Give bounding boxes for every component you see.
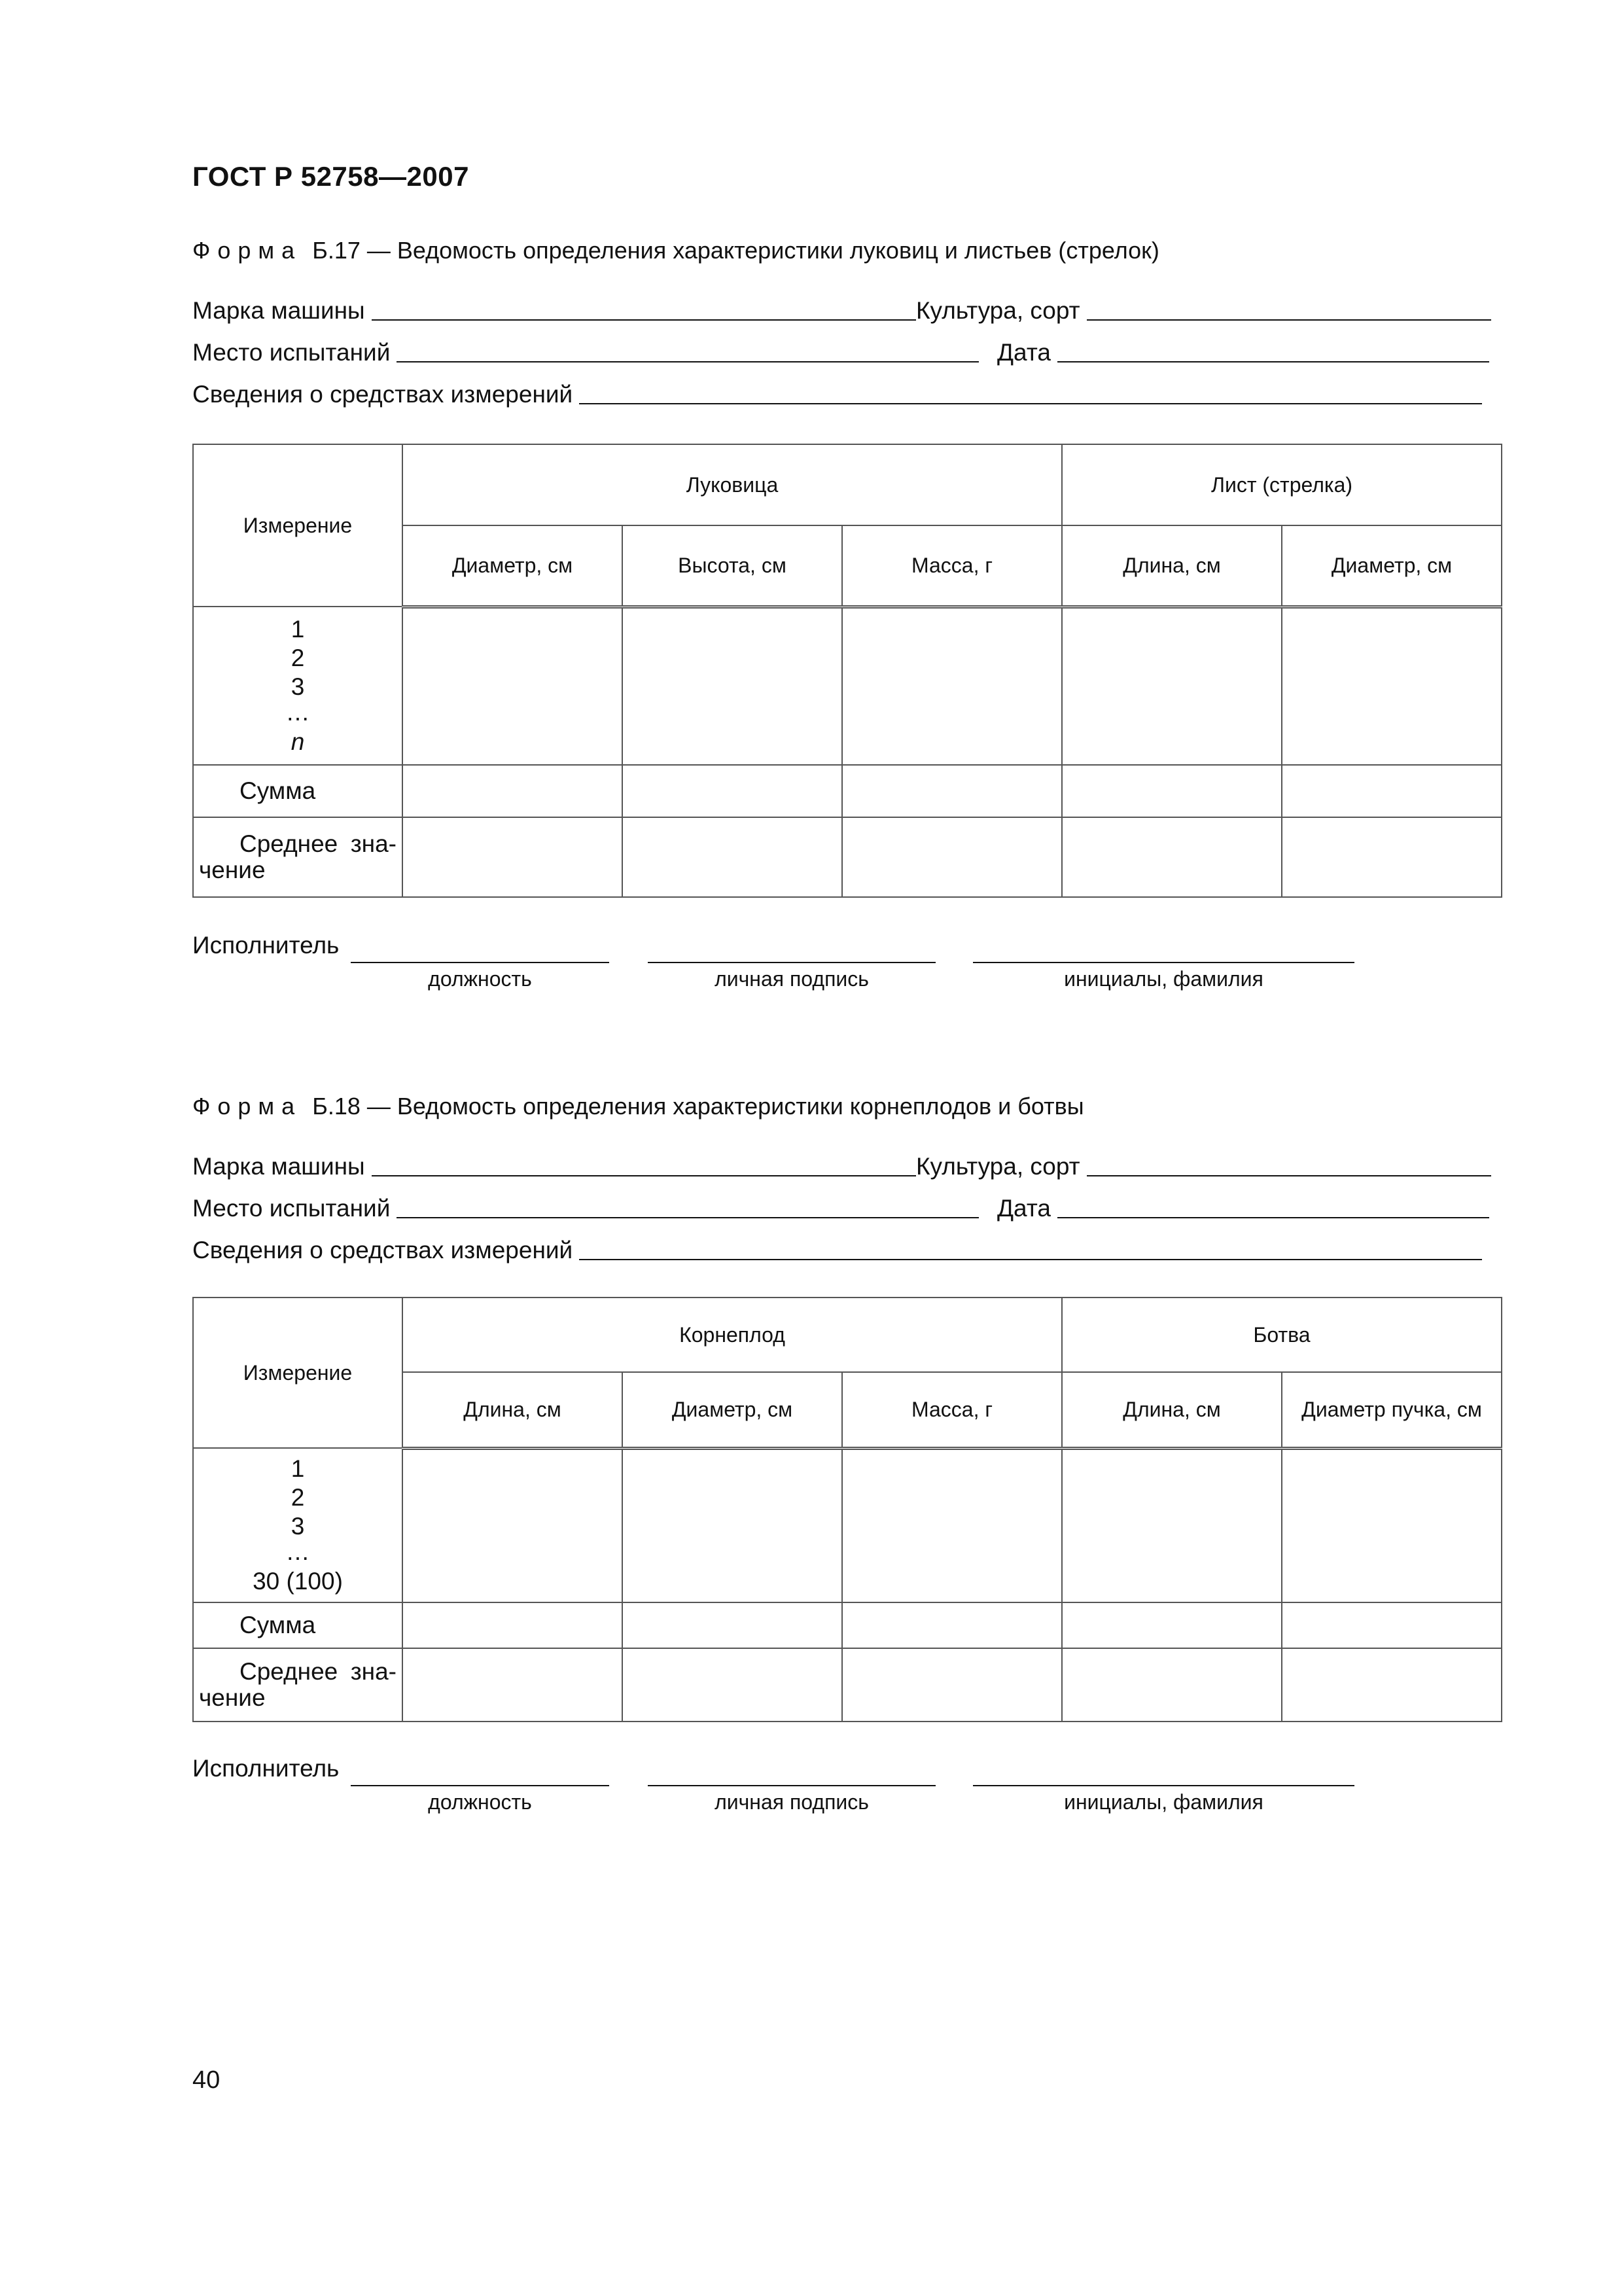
measuring-label: Сведения о средствах измерений xyxy=(192,1237,573,1263)
group-header: Луковица xyxy=(402,444,1062,525)
sum-label: Сумма xyxy=(193,1602,402,1648)
average-word: зна- xyxy=(350,1658,397,1685)
average-label xyxy=(193,1648,402,1722)
data-cell[interactable] xyxy=(842,765,1062,817)
executor-field xyxy=(192,1755,339,1782)
form-word: Форма xyxy=(192,1093,302,1120)
date-label: Дата xyxy=(997,1195,1051,1222)
form-title xyxy=(192,1093,1084,1120)
data-cell[interactable] xyxy=(842,1602,1062,1648)
measure-header: Измерение xyxy=(193,1298,402,1448)
data-cell[interactable] xyxy=(1062,817,1282,897)
group-header: Лист (стрелка) xyxy=(1062,444,1502,525)
data-cell[interactable] xyxy=(402,1648,622,1722)
executor-label: Исполнитель xyxy=(192,1755,340,1782)
data-cell[interactable] xyxy=(842,1448,1062,1602)
position-line[interactable] xyxy=(351,1785,609,1786)
data-cell[interactable] xyxy=(402,607,622,765)
average-word: Среднее xyxy=(239,1658,338,1685)
date-line[interactable] xyxy=(1057,1217,1489,1218)
name-line[interactable] xyxy=(973,962,1354,963)
machine-line[interactable] xyxy=(372,319,916,321)
executor-label: Исполнитель xyxy=(192,932,340,959)
column-header: Масса, г xyxy=(842,525,1062,607)
data-cell[interactable] xyxy=(622,607,842,765)
page-number: 40 xyxy=(192,2066,221,2094)
position-caption: должность xyxy=(428,967,532,991)
column-header: Диаметр пучка, см xyxy=(1282,1372,1502,1448)
culture-line[interactable] xyxy=(1087,319,1491,321)
column-header: Диаметр, см xyxy=(1282,525,1502,607)
form-title xyxy=(192,237,1159,264)
row-number: 1 xyxy=(291,616,305,643)
row-number: 3 xyxy=(291,1513,305,1540)
document-header: ГОСТ Р 52758—2007 xyxy=(192,161,469,192)
date-field xyxy=(997,1195,1489,1222)
data-cell[interactable] xyxy=(842,607,1062,765)
signature-caption: личная подпись xyxy=(715,1790,869,1814)
data-cell[interactable] xyxy=(1282,607,1502,765)
culture-field xyxy=(916,1153,1491,1180)
name-caption: инициалы, фамилия xyxy=(1064,1790,1263,1814)
sum-label: Сумма xyxy=(193,765,402,817)
measuring-line[interactable] xyxy=(579,403,1482,404)
group-header: Ботва xyxy=(1062,1298,1502,1372)
form-title-text: Б.17 — Ведомость определения характеристики луковиц и листьев (стрелок) xyxy=(312,237,1159,264)
position-line[interactable] xyxy=(351,962,609,963)
signature-line[interactable] xyxy=(648,1785,936,1786)
place-line[interactable] xyxy=(397,1217,979,1218)
row-numbers xyxy=(193,607,402,765)
data-cell[interactable] xyxy=(402,1602,622,1648)
row-number: 3 xyxy=(291,673,305,700)
date-line[interactable] xyxy=(1057,361,1489,362)
data-cell[interactable] xyxy=(1282,1602,1502,1648)
form-word: Форма xyxy=(192,237,302,264)
column-header: Высота, см xyxy=(622,525,842,607)
average-label xyxy=(193,817,402,897)
data-cell[interactable] xyxy=(622,1648,842,1722)
data-cell[interactable] xyxy=(1062,1448,1282,1602)
data-cell[interactable] xyxy=(1062,1602,1282,1648)
row-number: … xyxy=(285,699,310,726)
data-cell[interactable] xyxy=(1282,817,1502,897)
data-cell[interactable] xyxy=(1062,607,1282,765)
name-caption: инициалы, фамилия xyxy=(1064,967,1263,991)
average-word: Среднее xyxy=(239,830,338,857)
group-header: Корнеплод xyxy=(402,1298,1062,1372)
machine-label: Марка машины xyxy=(192,297,365,324)
average-word: чение xyxy=(199,1684,266,1711)
data-cell[interactable] xyxy=(842,817,1062,897)
column-header: Длина, см xyxy=(402,1372,622,1448)
row-numbers xyxy=(193,1448,402,1602)
data-cell[interactable] xyxy=(402,817,622,897)
data-cell[interactable] xyxy=(402,765,622,817)
name-line[interactable] xyxy=(973,1785,1354,1786)
data-cell[interactable] xyxy=(622,817,842,897)
row-number: 1 xyxy=(291,1455,305,1482)
row-number: … xyxy=(285,1538,310,1565)
column-header: Длина, см xyxy=(1062,1372,1282,1448)
row-number: 2 xyxy=(291,645,305,671)
row-number: n xyxy=(291,728,305,755)
data-cell[interactable] xyxy=(1062,1648,1282,1722)
measuring-line[interactable] xyxy=(579,1259,1482,1260)
machine-line[interactable] xyxy=(372,1175,916,1176)
measuring-field xyxy=(192,381,1482,408)
machine-field xyxy=(192,297,916,325)
position-caption: должность xyxy=(428,1790,532,1814)
signature-line[interactable] xyxy=(648,962,936,963)
measuring-field xyxy=(192,1237,1482,1264)
column-header: Диаметр, см xyxy=(622,1372,842,1448)
culture-label: Культура, сорт xyxy=(916,297,1080,324)
data-cell[interactable] xyxy=(1282,1448,1502,1602)
place-field xyxy=(192,1195,979,1222)
culture-label: Культура, сорт xyxy=(916,1153,1080,1180)
data-cell[interactable] xyxy=(1062,765,1282,817)
signature-caption: личная подпись xyxy=(715,967,869,991)
culture-line[interactable] xyxy=(1087,1175,1491,1176)
date-label: Дата xyxy=(997,339,1051,366)
column-header: Длина, см xyxy=(1062,525,1282,607)
machine-label: Марка машины xyxy=(192,1153,365,1180)
column-header: Масса, г xyxy=(842,1372,1062,1448)
measure-header: Измерение xyxy=(193,444,402,607)
place-line[interactable] xyxy=(397,361,979,362)
data-cell[interactable] xyxy=(842,1648,1062,1722)
data-cell[interactable] xyxy=(402,1448,622,1602)
row-number: 30 (100) xyxy=(253,1568,343,1595)
data-cell[interactable] xyxy=(622,1602,842,1648)
average-word: чение xyxy=(199,857,266,883)
place-field xyxy=(192,339,979,366)
form-title-text: Б.18 — Ведомость определения характеристики корнеплодов и ботвы xyxy=(312,1093,1084,1120)
data-cell[interactable] xyxy=(1282,1648,1502,1722)
data-cell[interactable] xyxy=(622,1448,842,1602)
data-cell[interactable] xyxy=(1282,765,1502,817)
root-table xyxy=(192,1297,1502,1722)
place-label: Место испытаний xyxy=(192,1195,391,1222)
average-word: зна- xyxy=(350,830,397,857)
column-header: Диаметр, см xyxy=(402,525,622,607)
place-label: Место испытаний xyxy=(192,339,391,366)
executor-field xyxy=(192,932,339,959)
row-number: 2 xyxy=(291,1484,305,1511)
culture-field xyxy=(916,297,1491,325)
machine-field xyxy=(192,1153,916,1180)
date-field xyxy=(997,339,1489,366)
bulb-table xyxy=(192,444,1502,898)
data-cell[interactable] xyxy=(622,765,842,817)
measuring-label: Сведения о средствах измерений xyxy=(192,381,573,408)
